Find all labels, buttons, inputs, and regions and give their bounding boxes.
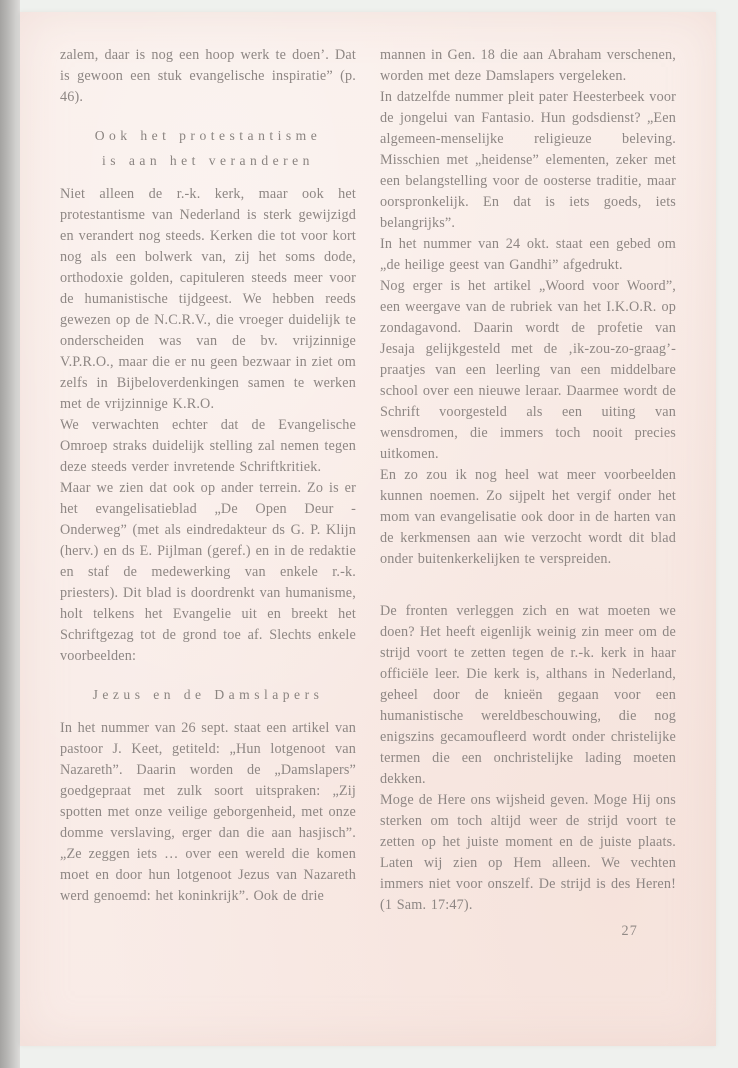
page-number: 27 (621, 923, 638, 939)
right-column (380, 45, 676, 942)
paragraph-continuation: zalem, daar is nog een hoop werk te doen’. Dat is gewoon een stuk evangelische inspiratie” (p. 46). (60, 47, 356, 105)
left-column (60, 45, 356, 942)
paragraph: En zo zou ik nog heel wat meer voorbeelden kunnen noemen. Zo sijpelt het vergif onder het mom van evangelisatie ook door in de harten van de kerkmensen aan wie verzocht wordt dit blad onder buitenkerkelijken te verspreiden. (380, 467, 676, 567)
section-heading-protestantisme (60, 123, 356, 173)
paragraph-continuation: mannen in Gen. 18 die aan Abraham verschenen, worden met deze Damslapers vergeleken. (380, 47, 676, 84)
paragraph: Maar we zien dat ook op ander terrein. Zo is er het evangelisatieblad „De Open Deur - Onderweg” (met als eindredakteur ds G. P. Klijn (herv.) en ds E. Pijlman (geref.) en in de redaktie en staf de medewerking van enkele r.-k. priesters). Dit blad is doordrenkt van humanisme, holt telkens het Evangelie uit en breekt het Schriftgezag tot de grond toe af. Slechts enkele voorbeelden: (60, 480, 356, 664)
heading-line: is aan het veranderen (102, 153, 314, 168)
paragraph: Nog erger is het artikel „Woord voor Woord”, een weergave van de rubriek van het I.K.O.R. op zondagavond. Daarin wordt de profetie van Jesaja gelijkgesteld met de ‚ik-zou-zo-graag’-praatjes van een leerling van een middelbare school over een nieuwe leraar. Daarmee wordt de Schrift voorgesteld als een uiting van wensdromen, die immers toch nooit precies uitkomen. (380, 278, 676, 462)
paragraph-closing-section: De fronten verleggen zich en wat moeten we doen? Het heeft eigenlijk weinig zin meer om de strijd voort te zetten tegen de r.-k. kerk in haar officiële leer. Die kerk is, althans in Nederland, geheel door de knieën gegaan voor een humanistische wereldbeschouwing, die nog enigszins gecamoufleerd wordt onder christelijke termen die een onchristelijke lading moeten dekken. (380, 603, 676, 787)
paragraph: Niet alleen de r.-k. kerk, maar ook het protestantisme van Nederland is sterk gewijzigd en verandert nog steeds. Kerken die tot voor kort nog als een bolwerk van, zij het soms dode, orthodoxie golden, capituleren steeds meer voor de humanistische tijdgeest. We hebben reeds gewezen op de N.C.R.V., die vroeger duidelijk te onderscheiden was van de bv. vrijzinnige V.P.R.O., maar die er nu geen bezwaar in ziet om zelfs in Bijbeloverdenkingen samen te werken met de vrijzinnige K.R.O. (60, 186, 356, 412)
heading-line: Ook het protestantisme (94, 128, 322, 143)
paragraph: In het nummer van 24 okt. staat een gebed om „de heilige geest van Gandhi” afgedrukt. (380, 236, 676, 273)
paragraph: We verwachten echter dat de Evangelische Omroep straks duidelijk stelling zal nemen tegen deze steeds verder invretende Schriftkritiek. (60, 417, 356, 475)
section-heading-damslapers: Jezus en de Damslapers (92, 687, 324, 702)
paragraph: In datzelfde nummer pleit pater Heesterbeek voor de jongelui van Fantasio. Hun godsdienst? „Een algemeen-menselijke religieuze beleving. Misschien met „heidense” elementen, zeker met een belangstelling voor de oosterse traditie, maar oorspronkelijk. En dat is iets goeds, iets belangrijks”. (380, 89, 676, 231)
page-content (20, 12, 716, 942)
paragraph: In het nummer van 26 sept. staat een artikel van pastoor J. Keet, getiteld: „Hun lotgenoot van Nazareth”. Daarin worden de „Damslapers” goedgepraat met zulk soort uitspraken: „Zij spotten met onze veilige geborgenheid, met onze domme verslaving, erger dan die aan hasjisch”. „Ze zeggen iets … over een wereld die komen moet en door hun lotgenoot Jezus van Nazareth werd genoemd: het koninkrijk”. Ook de drie (60, 720, 356, 904)
paragraph: Moge de Here ons wijsheid geven. Moge Hij ons sterken om toch altijd weer de strijd voort te zetten op het juiste moment en de juiste plaats. Laten wij zien op Hem alleen. We vechten immers niet voor onszelf. De strijd is des Heren! (1 Sam. 17:47). (380, 792, 676, 913)
book-edge-shadow (0, 0, 20, 1068)
magazine-page (20, 12, 716, 1046)
